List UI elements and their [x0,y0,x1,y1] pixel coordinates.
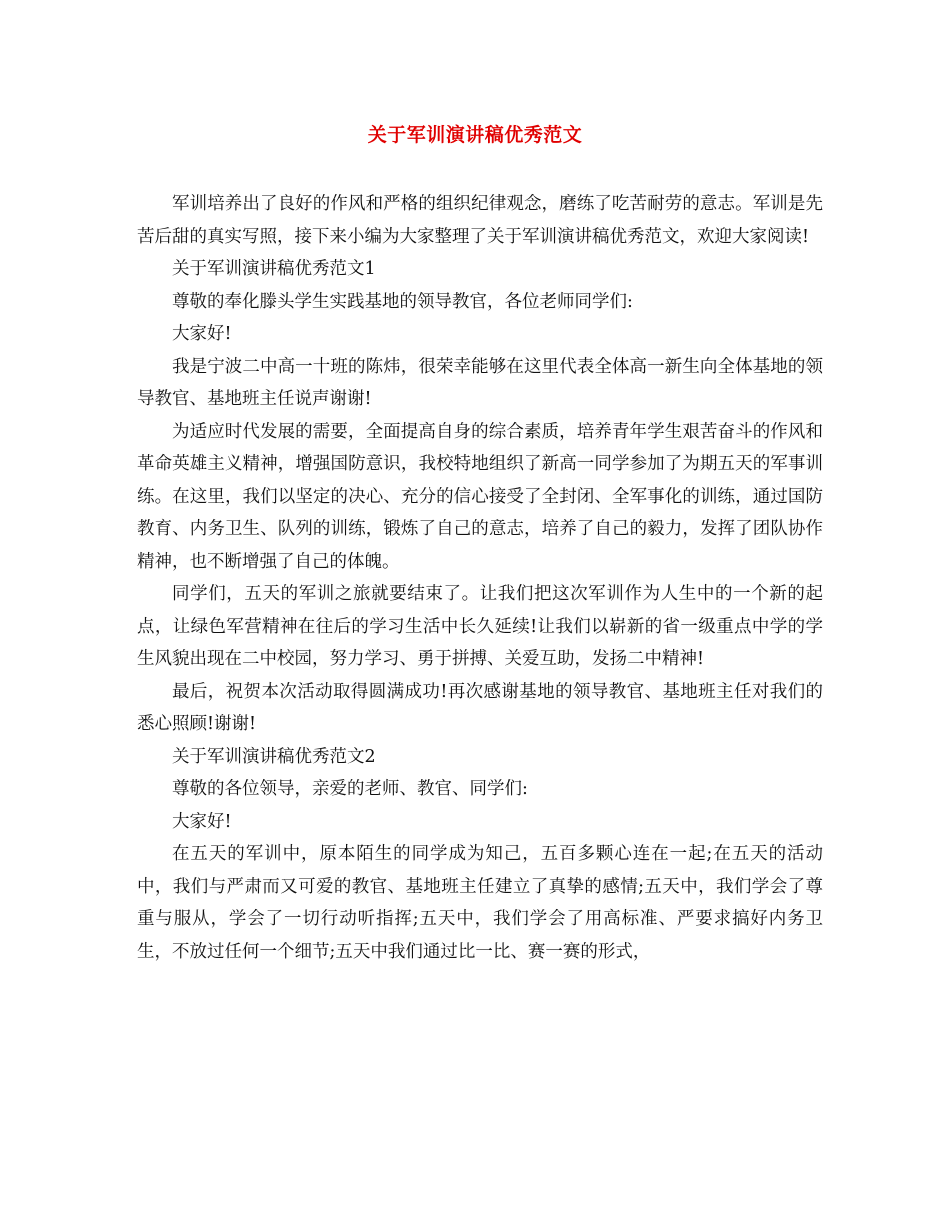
greeting-2: 大家好! [172,811,232,832]
greeting-1: 大家好! [172,324,232,344]
paragraph-speech1-call: 同学们，五天的军训之旅就要结束了。让我们把这次军训作为人生中的一个新的起点，让绿色军营精神在往后的学习生活中长久延续!让我们以崭新的省一级重点中学的学生风貌出现在二中校园，努力学习、勇于拼搏、关爱互助，发扬二中精神! [137,584,823,669]
paragraph-speech1-intro: 我是宁波二中高一十班的陈炜，很荣幸能够在这里代表全体高一新生向全体基地的领导教官、基地班主任说声谢谢! [137,356,823,409]
paragraph-speech1-body: 为适应时代发展的需要，全面提高自身的综合素质，培养青年学生艰苦奋斗的作风和革命英雄主义精神，增强国防意识，我校特地组织了新高一同学参加了为期五天的军事训练。在这里，我们以坚定的决心、充分的信心接受了全封闭、全军事化的训练，通过国防教育、内务卫生、队列的训练，锻炼了自己的意志，培养了自己的毅力，发挥了团队协作精神，也不断增强了自己的体魄。 [137,421,823,572]
document-title: 关于军训演讲稿优秀范文 [367,124,583,146]
paragraph-speech2-body: 在五天的军训中，原本陌生的同学成为知己，五百多颗心连在一起;在五天的活动中，我们与严肃而又可爱的教官、基地班主任建立了真挚的感情;五天中，我们学会了尊重与服从，学会了一切行动听指挥;五天中，我们学会了用高标准、严要求搞好内务卫生，不放过任何一个细节;五天中我们通过比一比、赛一赛的形式， [137,844,823,962]
salutation-1: 尊敬的奉化滕头学生实践基地的领导教官，各位老师同学们: [172,291,633,312]
section-heading-1: 关于军训演讲稿优秀范文1 [172,259,376,279]
paragraph-intro: 军训培养出了良好的作风和严格的组织纪律观念，磨练了吃苦耐劳的意志。军训是先苦后甜的真实写照，接下来小编为大家整理了关于军训演讲稿优秀范文，欢迎大家阅读! [137,194,823,247]
document-body [137,188,823,968]
salutation-2: 尊敬的各位领导，亲爱的老师、教官、同学们: [172,779,528,799]
paragraph-speech1-closing: 最后，祝贺本次活动取得圆满成功!再次感谢基地的领导教官、基地班主任对我们的悉心照顾!谢谢! [137,681,823,734]
section-heading-2: 关于军训演讲稿优秀范文2 [172,746,376,767]
